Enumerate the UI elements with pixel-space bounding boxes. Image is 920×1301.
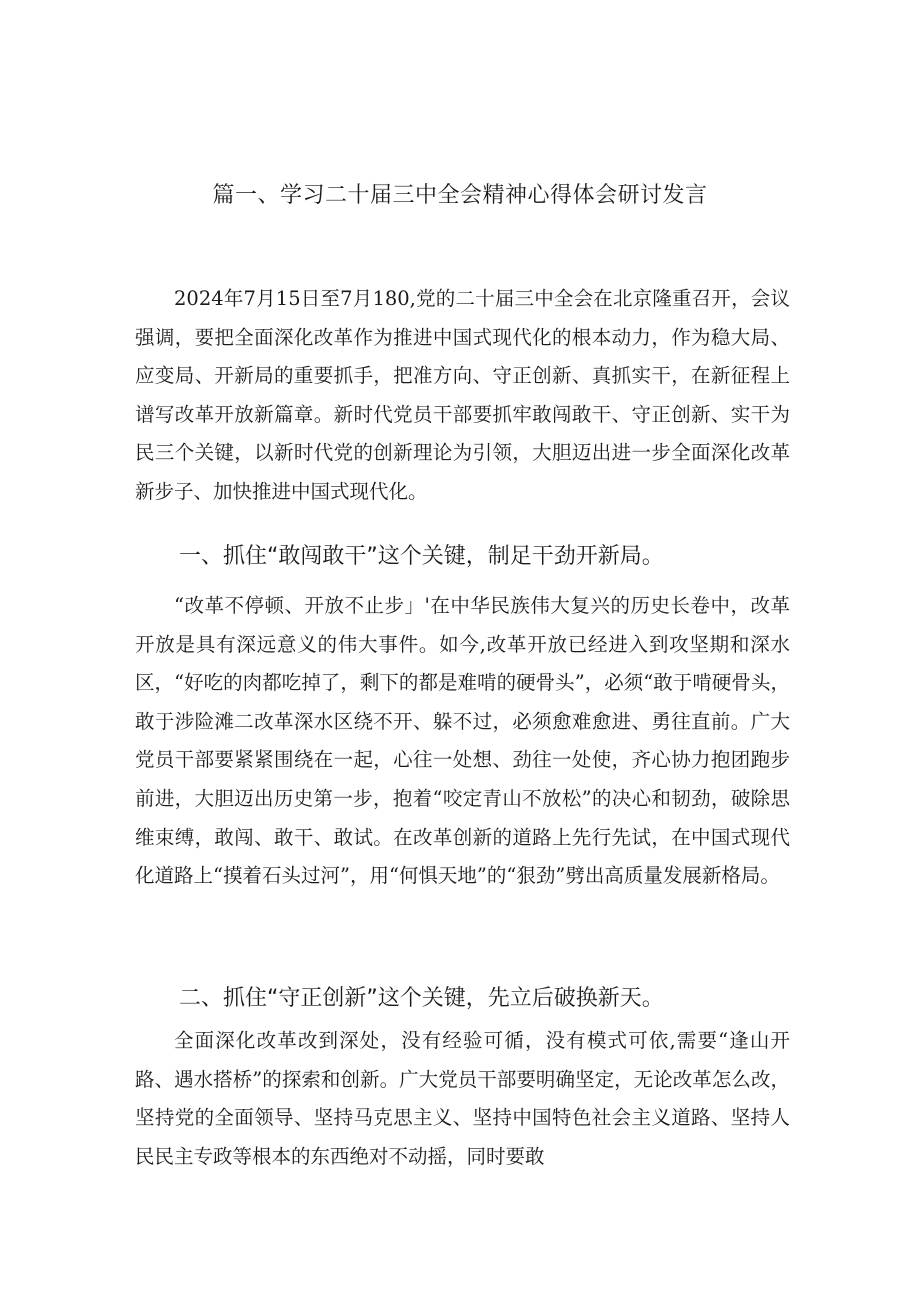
- section-heading-2: 二、抓住“守正创新”这个关键，先立后破换新天。: [179, 986, 664, 1011]
- paragraph-section-1: “改革不停顿、开放不止步」'在中华民族伟大复兴的历史长卷中，改革开放是具有深远意义的伟大事件。如今,改革开放已经进入到攻坚期和深水区，“好吃的肉都吃掉了，剩下的都是难啃的硬骨头”，必须“敢于啃硬骨头，敢于涉险滩二改革深水区绕不开、躲不过，必须愈难愈进、勇往直前。广大党员干部要紧紧围绕在一起，心往一处想、劲往一处使，齐心协力抱团跑步前进，大胆迈出历史第一步，抱着“咬定青山不放松”的决心和韧劲，破除思维束缚，敢闯、敢干、敢试。在改革创新的道路上先行先试，在中国式现代化道路上“摸着石头过河”，用“何惧天地”的“狠劲”劈出高质量发展新格局。: [135, 594, 790, 888]
- document-title: 篇一、学习二十届三中全会精神心得体会研讨发言: [212, 183, 708, 208]
- section-heading-1: 一、抓住“敢闯敢干”这个关键，制足干劲开新局。: [179, 544, 664, 569]
- paragraph-intro: 2024年7月15日至7月180,党的二十届三中全会在北京隆重召开，会议强调，要把全面深化改革作为推进中国式现代化的根本动力，作为稳大局、应变局、开新局的重要抓手，把准方向、守正创新、真抓实干，在新征程上谱写改革开放新篇章。新时代党员干部要抓牢敢闯敢干、守正创新、实干为民三个关键，以新时代党的创新理论为引领，大胆迈出进一步全面深化改革新步子、加快推进中国式现代化。: [135, 287, 790, 503]
- paragraph-section-2: 全面深化改革改到深处，没有经验可循，没有模式可依,需要“逢山开路、遇水搭桥”的探索和创新。广大党员干部要明确坚定，无论改革怎么改，坚持党的全面领导、坚持马克思主义、坚持中国特色社会主义道路、坚持人民民主专政等根本的东西绝对不动摇，同时要敢: [135, 1029, 790, 1168]
